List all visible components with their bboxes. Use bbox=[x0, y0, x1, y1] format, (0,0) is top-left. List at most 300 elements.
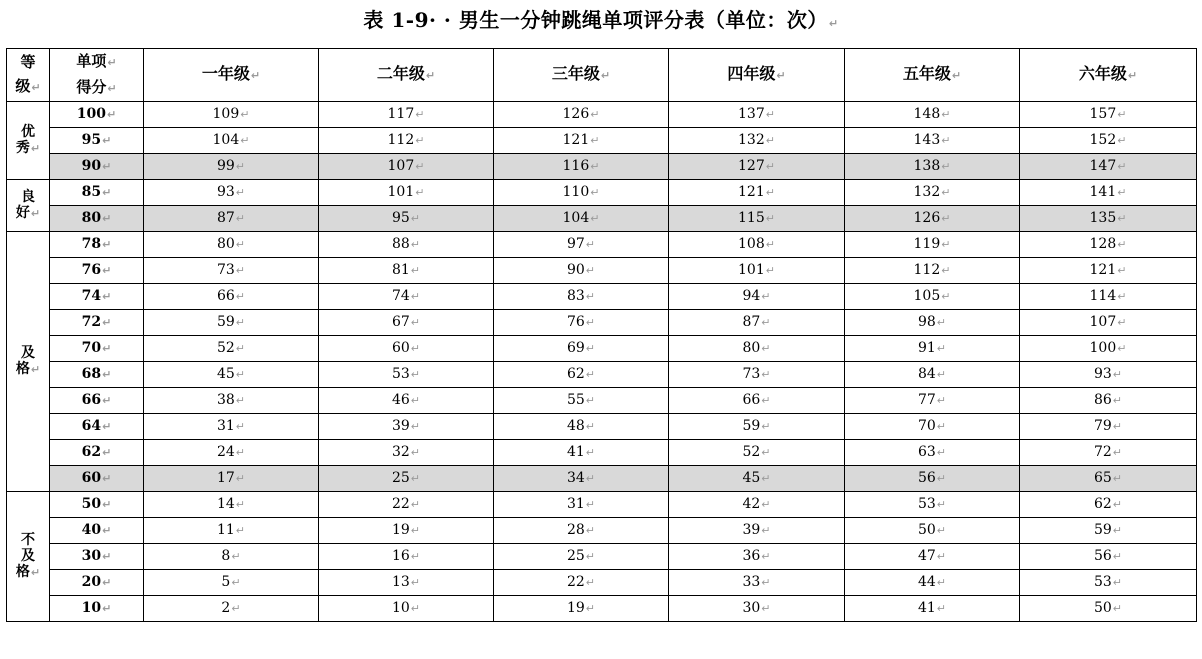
value-cell bbox=[845, 440, 1020, 466]
paragraph-mark-icon: ↵ bbox=[936, 550, 947, 563]
paragraph-mark-icon: ↵ bbox=[936, 576, 947, 589]
paragraph-mark-icon: ↵ bbox=[410, 420, 421, 433]
score-value: 74 bbox=[81, 288, 102, 304]
value-text: 132 bbox=[738, 132, 765, 148]
value-cell bbox=[669, 154, 845, 180]
paragraph-mark-icon: ↵ bbox=[102, 186, 112, 199]
paragraph-mark-icon: ↵ bbox=[410, 212, 421, 225]
value-cell bbox=[669, 310, 845, 336]
score-cell bbox=[50, 440, 144, 466]
score-cell bbox=[50, 492, 144, 518]
value-cell bbox=[669, 596, 845, 622]
value-cell bbox=[494, 362, 669, 388]
value-cell bbox=[319, 232, 494, 258]
score-value: 66 bbox=[81, 392, 102, 408]
paragraph-mark-icon: ↵ bbox=[102, 368, 112, 381]
paragraph-mark-icon: ↵ bbox=[107, 108, 117, 121]
value-text: 76 bbox=[566, 314, 585, 330]
paragraph-mark-icon: ↵ bbox=[936, 446, 947, 459]
value-text: 98 bbox=[917, 314, 936, 330]
value-text: 109 bbox=[212, 106, 240, 122]
paragraph-mark-icon: ↵ bbox=[761, 316, 771, 329]
value-text: 95 bbox=[391, 210, 410, 226]
value-text: 112 bbox=[913, 262, 941, 278]
score-value: 72 bbox=[81, 314, 102, 330]
paragraph-mark-icon: ↵ bbox=[828, 17, 839, 30]
paragraph-mark-icon: ↵ bbox=[776, 69, 786, 82]
value-text: 119 bbox=[913, 236, 941, 252]
paragraph-mark-icon: ↵ bbox=[235, 316, 246, 329]
paragraph-mark-icon: ↵ bbox=[240, 108, 250, 121]
paragraph-mark-icon: ↵ bbox=[415, 108, 425, 121]
value-cell bbox=[845, 544, 1020, 570]
paragraph-mark-icon: ↵ bbox=[102, 316, 112, 329]
value-cell bbox=[144, 388, 319, 414]
value-text: 5 bbox=[221, 574, 231, 590]
value-text: 2 bbox=[221, 600, 231, 616]
grade-level-char: 不 bbox=[21, 532, 35, 548]
paragraph-mark-icon: ↵ bbox=[410, 524, 421, 537]
title-text: 表 1-9· · 男生一分钟跳绳单项评分表（单位：次） bbox=[363, 8, 828, 32]
value-cell bbox=[669, 466, 845, 492]
value-cell bbox=[845, 518, 1020, 544]
value-text: 8 bbox=[221, 548, 231, 564]
value-cell bbox=[144, 440, 319, 466]
paragraph-mark-icon: ↵ bbox=[590, 212, 600, 225]
value-cell bbox=[845, 206, 1020, 232]
paragraph-mark-icon: ↵ bbox=[761, 550, 771, 563]
value-cell bbox=[845, 128, 1020, 154]
value-cell bbox=[319, 570, 494, 596]
score-value: 78 bbox=[81, 236, 102, 252]
score-cell bbox=[50, 388, 144, 414]
value-text: 91 bbox=[917, 340, 936, 356]
value-cell bbox=[1020, 154, 1197, 180]
value-text: 83 bbox=[566, 288, 585, 304]
paragraph-mark-icon: ↵ bbox=[102, 134, 112, 147]
grade-level-cell bbox=[7, 232, 50, 492]
value-cell bbox=[494, 596, 669, 622]
value-text: 121 bbox=[562, 132, 590, 148]
value-text: 110 bbox=[562, 184, 590, 200]
paragraph-mark-icon: ↵ bbox=[1112, 498, 1123, 511]
paragraph-mark-icon: ↵ bbox=[235, 212, 246, 225]
paragraph-mark-icon: ↵ bbox=[1117, 264, 1127, 277]
value-text: 77 bbox=[917, 392, 936, 408]
value-text: 38 bbox=[216, 392, 235, 408]
score-value: 76 bbox=[81, 262, 102, 278]
value-text: 73 bbox=[216, 262, 235, 278]
value-cell bbox=[1020, 544, 1197, 570]
paragraph-mark-icon: ↵ bbox=[936, 524, 947, 537]
score-cell bbox=[50, 570, 144, 596]
paragraph-mark-icon: ↵ bbox=[235, 342, 246, 355]
paragraph-mark-icon: ↵ bbox=[585, 576, 596, 589]
value-text: 39 bbox=[742, 522, 761, 538]
value-cell bbox=[845, 284, 1020, 310]
paragraph-mark-icon: ↵ bbox=[761, 524, 771, 537]
paragraph-mark-icon: ↵ bbox=[1112, 602, 1123, 615]
paragraph-mark-icon: ↵ bbox=[235, 394, 246, 407]
table-row bbox=[7, 544, 1197, 570]
header-year-5 bbox=[845, 49, 1020, 102]
header-year-1 bbox=[144, 49, 319, 102]
paragraph-mark-icon: ↵ bbox=[30, 363, 41, 376]
value-cell bbox=[494, 544, 669, 570]
value-cell bbox=[1020, 232, 1197, 258]
paragraph-mark-icon: ↵ bbox=[590, 160, 600, 173]
paragraph-mark-icon: ↵ bbox=[585, 342, 596, 355]
value-text: 93 bbox=[1093, 366, 1112, 382]
value-text: 66 bbox=[742, 392, 761, 408]
value-cell bbox=[1020, 258, 1197, 284]
value-cell bbox=[144, 206, 319, 232]
paragraph-mark-icon: ↵ bbox=[761, 498, 771, 511]
header-row bbox=[7, 49, 1197, 102]
score-value: 95 bbox=[81, 132, 102, 148]
value-text: 25 bbox=[391, 470, 410, 486]
paragraph-mark-icon: ↵ bbox=[415, 160, 425, 173]
paragraph-mark-icon: ↵ bbox=[936, 472, 947, 485]
paragraph-mark-icon: ↵ bbox=[765, 264, 775, 277]
value-text: 45 bbox=[742, 470, 761, 486]
paragraph-mark-icon: ↵ bbox=[1127, 69, 1138, 82]
value-text: 42 bbox=[742, 496, 761, 512]
grade-level-char: 好 bbox=[15, 205, 30, 221]
value-text: 34 bbox=[566, 470, 585, 486]
paragraph-mark-icon: ↵ bbox=[30, 566, 41, 579]
value-cell bbox=[669, 362, 845, 388]
value-text: 33 bbox=[742, 574, 761, 590]
value-text: 138 bbox=[913, 158, 941, 174]
value-cell bbox=[1020, 440, 1197, 466]
value-text: 30 bbox=[742, 600, 761, 616]
score-value: 20 bbox=[81, 574, 102, 590]
value-cell bbox=[845, 596, 1020, 622]
value-cell bbox=[144, 128, 319, 154]
value-text: 45 bbox=[216, 366, 235, 382]
value-cell bbox=[494, 310, 669, 336]
header-grade-level bbox=[7, 49, 50, 102]
value-text: 31 bbox=[216, 418, 235, 434]
value-cell bbox=[144, 544, 319, 570]
value-cell bbox=[319, 466, 494, 492]
value-text: 116 bbox=[562, 158, 590, 174]
paragraph-mark-icon: ↵ bbox=[231, 602, 241, 615]
paragraph-mark-icon: ↵ bbox=[936, 316, 947, 329]
grade-level-cell bbox=[7, 492, 50, 622]
table-row bbox=[7, 128, 1197, 154]
value-text: 101 bbox=[387, 184, 415, 200]
value-cell bbox=[494, 414, 669, 440]
value-cell bbox=[1020, 388, 1197, 414]
value-cell bbox=[144, 284, 319, 310]
value-cell bbox=[669, 388, 845, 414]
paragraph-mark-icon: ↵ bbox=[761, 342, 771, 355]
score-value: 64 bbox=[81, 418, 102, 434]
value-text: 74 bbox=[391, 288, 410, 304]
paragraph-mark-icon: ↵ bbox=[410, 498, 421, 511]
score-cell bbox=[50, 206, 144, 232]
value-cell bbox=[144, 362, 319, 388]
value-text: 69 bbox=[566, 340, 585, 356]
paragraph-mark-icon: ↵ bbox=[235, 472, 246, 485]
value-cell bbox=[319, 596, 494, 622]
table-row bbox=[7, 492, 1197, 518]
value-text: 70 bbox=[917, 418, 936, 434]
table-row bbox=[7, 388, 1197, 414]
paragraph-mark-icon: ↵ bbox=[761, 602, 771, 615]
value-text: 56 bbox=[917, 470, 936, 486]
paragraph-mark-icon: ↵ bbox=[235, 264, 246, 277]
table-body bbox=[7, 102, 1197, 622]
value-text: 56 bbox=[1093, 548, 1112, 564]
value-text: 107 bbox=[1089, 314, 1117, 330]
value-cell bbox=[494, 466, 669, 492]
paragraph-mark-icon: ↵ bbox=[1117, 160, 1127, 173]
value-text: 137 bbox=[738, 106, 765, 122]
paragraph-mark-icon: ↵ bbox=[765, 160, 775, 173]
value-cell bbox=[669, 128, 845, 154]
value-text: 107 bbox=[387, 158, 415, 174]
score-value: 80 bbox=[81, 210, 102, 226]
paragraph-mark-icon: ↵ bbox=[235, 238, 246, 251]
value-text: 135 bbox=[1089, 210, 1117, 226]
paragraph-mark-icon: ↵ bbox=[941, 186, 951, 199]
table-row bbox=[7, 102, 1197, 128]
score-value: 30 bbox=[81, 548, 102, 564]
score-cell bbox=[50, 128, 144, 154]
value-text: 81 bbox=[391, 262, 410, 278]
paragraph-mark-icon: ↵ bbox=[1112, 576, 1123, 589]
value-text: 152 bbox=[1089, 132, 1117, 148]
header-grade-level-line: 等 bbox=[20, 53, 36, 71]
value-cell bbox=[494, 180, 669, 206]
table-row bbox=[7, 258, 1197, 284]
paragraph-mark-icon: ↵ bbox=[585, 290, 596, 303]
paragraph-mark-icon: ↵ bbox=[410, 368, 421, 381]
paragraph-mark-icon: ↵ bbox=[415, 186, 425, 199]
paragraph-mark-icon: ↵ bbox=[761, 472, 771, 485]
score-cell bbox=[50, 596, 144, 622]
paragraph-mark-icon: ↵ bbox=[1112, 446, 1123, 459]
header-year-4 bbox=[669, 49, 845, 102]
value-text: 10 bbox=[391, 600, 410, 616]
value-cell bbox=[669, 492, 845, 518]
value-cell bbox=[669, 180, 845, 206]
value-cell bbox=[669, 518, 845, 544]
paragraph-mark-icon: ↵ bbox=[941, 290, 951, 303]
value-cell bbox=[144, 492, 319, 518]
paragraph-mark-icon: ↵ bbox=[410, 550, 421, 563]
paragraph-mark-icon: ↵ bbox=[1112, 420, 1123, 433]
paragraph-mark-icon: ↵ bbox=[31, 81, 41, 94]
table-row bbox=[7, 310, 1197, 336]
value-text: 62 bbox=[566, 366, 585, 382]
score-cell bbox=[50, 362, 144, 388]
header-score bbox=[50, 49, 144, 102]
paragraph-mark-icon: ↵ bbox=[585, 446, 596, 459]
paragraph-mark-icon: ↵ bbox=[765, 108, 775, 121]
value-cell bbox=[1020, 206, 1197, 232]
value-text: 22 bbox=[566, 574, 585, 590]
paragraph-mark-icon: ↵ bbox=[102, 602, 112, 615]
value-text: 11 bbox=[216, 522, 235, 538]
header-year-2 bbox=[319, 49, 494, 102]
value-text: 16 bbox=[391, 548, 410, 564]
value-text: 126 bbox=[913, 210, 941, 226]
paragraph-mark-icon: ↵ bbox=[1112, 550, 1123, 563]
paragraph-mark-icon: ↵ bbox=[235, 446, 246, 459]
grade-level-cell bbox=[7, 180, 50, 232]
paragraph-mark-icon: ↵ bbox=[585, 472, 596, 485]
paragraph-mark-icon: ↵ bbox=[585, 368, 596, 381]
paragraph-mark-icon: ↵ bbox=[1117, 290, 1127, 303]
paragraph-mark-icon: ↵ bbox=[585, 238, 596, 251]
value-cell bbox=[144, 466, 319, 492]
value-text: 147 bbox=[1089, 158, 1117, 174]
value-text: 104 bbox=[562, 210, 590, 226]
value-cell bbox=[144, 336, 319, 362]
value-cell bbox=[1020, 570, 1197, 596]
paragraph-mark-icon: ↵ bbox=[936, 368, 947, 381]
paragraph-mark-icon: ↵ bbox=[410, 472, 421, 485]
value-cell bbox=[144, 596, 319, 622]
value-text: 87 bbox=[216, 210, 235, 226]
paragraph-mark-icon: ↵ bbox=[590, 108, 600, 121]
value-text: 14 bbox=[216, 496, 235, 512]
value-cell bbox=[144, 232, 319, 258]
value-text: 53 bbox=[1093, 574, 1112, 590]
value-cell bbox=[1020, 102, 1197, 128]
value-cell bbox=[845, 570, 1020, 596]
value-cell bbox=[319, 102, 494, 128]
paragraph-mark-icon: ↵ bbox=[410, 316, 421, 329]
value-text: 80 bbox=[742, 340, 761, 356]
score-cell bbox=[50, 518, 144, 544]
value-cell bbox=[144, 518, 319, 544]
value-cell bbox=[1020, 414, 1197, 440]
table-row bbox=[7, 362, 1197, 388]
header-year-label: 二年级 bbox=[376, 64, 425, 83]
paragraph-mark-icon: ↵ bbox=[102, 472, 112, 485]
value-text: 17 bbox=[216, 470, 235, 486]
paragraph-mark-icon: ↵ bbox=[410, 342, 421, 355]
score-cell bbox=[50, 232, 144, 258]
header-year-label: 三年级 bbox=[551, 64, 600, 83]
header-year-label: 六年级 bbox=[1078, 64, 1127, 83]
value-cell bbox=[669, 258, 845, 284]
paragraph-mark-icon: ↵ bbox=[585, 498, 596, 511]
paragraph-mark-icon: ↵ bbox=[941, 264, 951, 277]
value-text: 79 bbox=[1093, 418, 1112, 434]
paragraph-mark-icon: ↵ bbox=[1117, 238, 1127, 251]
value-text: 121 bbox=[738, 184, 765, 200]
paragraph-mark-icon: ↵ bbox=[410, 446, 421, 459]
value-cell bbox=[1020, 492, 1197, 518]
value-text: 93 bbox=[216, 184, 235, 200]
value-text: 104 bbox=[212, 132, 240, 148]
value-cell bbox=[845, 310, 1020, 336]
score-value: 68 bbox=[81, 366, 102, 382]
value-text: 112 bbox=[387, 132, 415, 148]
value-cell bbox=[319, 544, 494, 570]
paragraph-mark-icon: ↵ bbox=[765, 134, 775, 147]
value-text: 117 bbox=[387, 106, 415, 122]
value-cell bbox=[669, 284, 845, 310]
paragraph-mark-icon: ↵ bbox=[107, 56, 117, 69]
value-cell bbox=[319, 518, 494, 544]
value-cell bbox=[1020, 518, 1197, 544]
value-text: 148 bbox=[913, 106, 941, 122]
score-cell bbox=[50, 414, 144, 440]
score-value: 62 bbox=[81, 444, 102, 460]
value-text: 101 bbox=[738, 262, 765, 278]
value-cell bbox=[144, 414, 319, 440]
paragraph-mark-icon: ↵ bbox=[585, 264, 596, 277]
paragraph-mark-icon: ↵ bbox=[235, 420, 246, 433]
value-cell bbox=[144, 258, 319, 284]
paragraph-mark-icon: ↵ bbox=[585, 316, 596, 329]
score-table bbox=[6, 48, 1197, 622]
value-text: 59 bbox=[1093, 522, 1112, 538]
paragraph-mark-icon: ↵ bbox=[102, 394, 112, 407]
value-cell bbox=[319, 154, 494, 180]
value-cell bbox=[845, 388, 1020, 414]
value-text: 53 bbox=[391, 366, 410, 382]
score-value: 60 bbox=[81, 470, 102, 486]
value-cell bbox=[845, 258, 1020, 284]
value-text: 143 bbox=[913, 132, 941, 148]
paragraph-mark-icon: ↵ bbox=[936, 602, 947, 615]
paragraph-mark-icon: ↵ bbox=[102, 238, 112, 251]
value-text: 32 bbox=[391, 444, 410, 460]
value-text: 62 bbox=[1093, 496, 1112, 512]
paragraph-mark-icon: ↵ bbox=[102, 576, 112, 589]
paragraph-mark-icon: ↵ bbox=[235, 368, 246, 381]
value-text: 19 bbox=[566, 600, 585, 616]
header-score-line: 单项 bbox=[76, 52, 107, 70]
paragraph-mark-icon: ↵ bbox=[936, 342, 947, 355]
value-text: 39 bbox=[391, 418, 410, 434]
paragraph-mark-icon: ↵ bbox=[410, 238, 421, 251]
value-text: 80 bbox=[216, 236, 235, 252]
paragraph-mark-icon: ↵ bbox=[102, 550, 112, 563]
paragraph-mark-icon: ↵ bbox=[107, 82, 117, 95]
paragraph-mark-icon: ↵ bbox=[600, 69, 611, 82]
value-text: 50 bbox=[1093, 600, 1112, 616]
table-row bbox=[7, 336, 1197, 362]
score-value: 40 bbox=[81, 522, 102, 538]
value-cell bbox=[319, 336, 494, 362]
value-text: 65 bbox=[1093, 470, 1112, 486]
value-text: 73 bbox=[742, 366, 761, 382]
value-cell bbox=[845, 336, 1020, 362]
score-cell bbox=[50, 284, 144, 310]
paragraph-mark-icon: ↵ bbox=[235, 524, 246, 537]
grade-level-cell bbox=[7, 102, 50, 180]
value-cell bbox=[1020, 336, 1197, 362]
value-cell bbox=[1020, 466, 1197, 492]
value-cell bbox=[494, 570, 669, 596]
paragraph-mark-icon: ↵ bbox=[585, 602, 596, 615]
value-text: 157 bbox=[1089, 106, 1117, 122]
value-text: 47 bbox=[917, 548, 936, 564]
paragraph-mark-icon: ↵ bbox=[936, 420, 947, 433]
paragraph-mark-icon: ↵ bbox=[765, 186, 775, 199]
table-row bbox=[7, 440, 1197, 466]
paragraph-mark-icon: ↵ bbox=[102, 524, 112, 537]
